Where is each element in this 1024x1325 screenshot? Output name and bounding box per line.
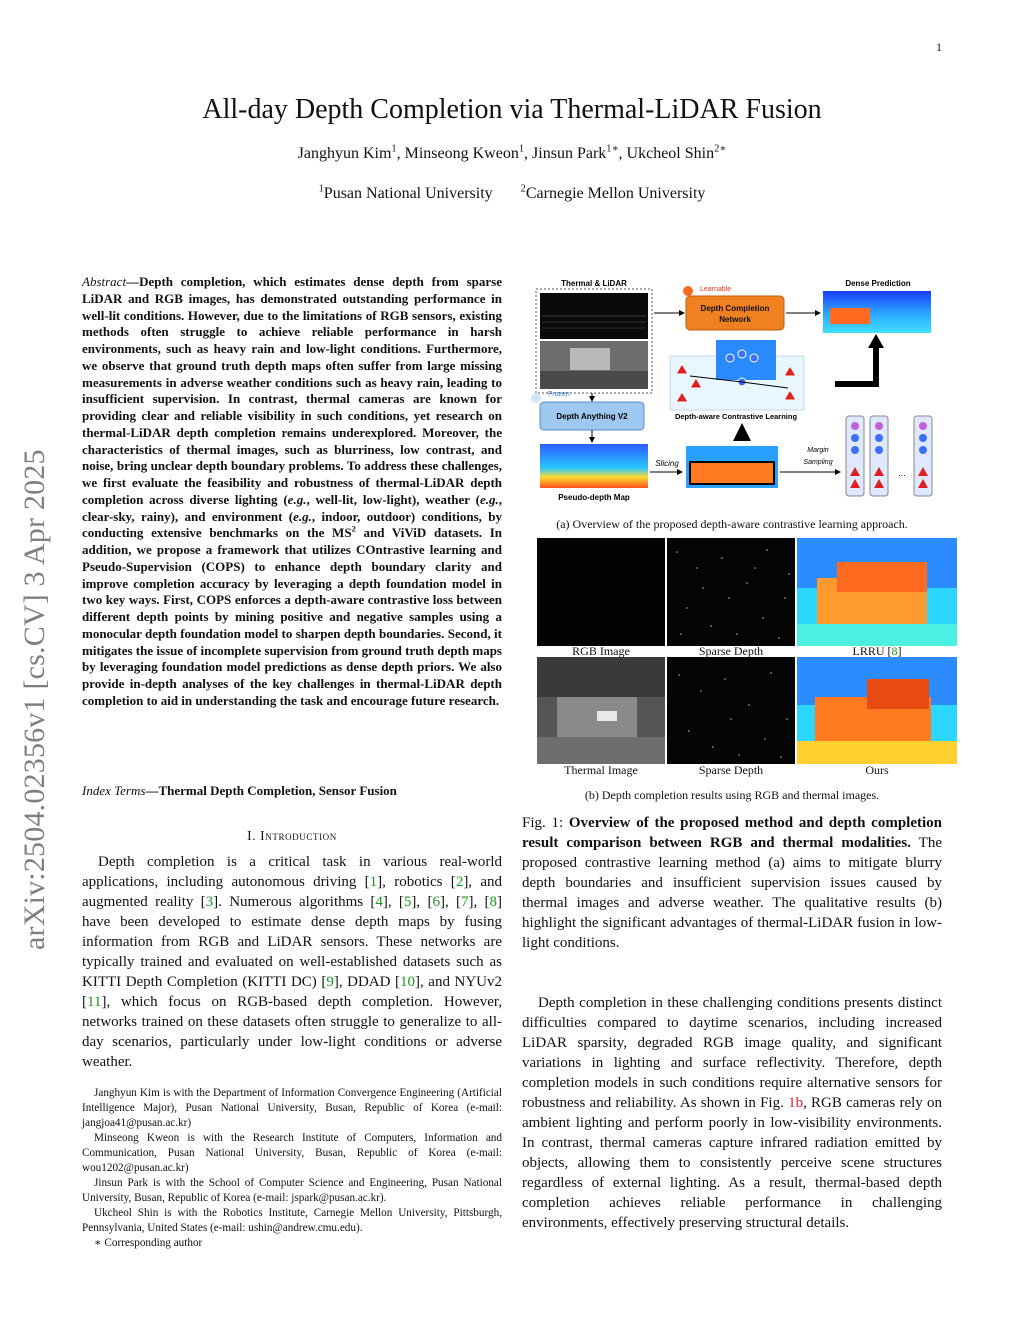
citation-link[interactable]: 10 <box>400 974 416 990</box>
label-margin: Margin <box>807 447 829 454</box>
index-terms-lead: Index Terms <box>82 783 146 798</box>
paper-title: All-day Depth Completion via Thermal-LiDAR Fusion <box>202 94 822 125</box>
section-number: I. <box>247 828 257 843</box>
affil-mark: 1 <box>318 183 324 195</box>
sparse-depth-image <box>667 538 795 646</box>
section-heading <box>82 828 502 844</box>
rgb-image <box>537 538 665 646</box>
text: , RGB cameras rely on ambient lighting and perform poorly in low-visibility environments. In contrast, thermal cameras capture infrared radiation emitted by objects, allowing them to consistently perceive scene structures regardless of external lighting. As a result, thermal-based depth completion achieves reliable performance in challenging environments, effectively preserving structural details. <box>522 1095 942 1231</box>
svg-text:Depth Completion: Depth Completion <box>700 304 770 313</box>
label-thermal-lidar: Thermal & LiDAR <box>561 279 627 288</box>
index-terms-dash: — <box>145 783 159 798</box>
figure-caption-bold: Overview of the proposed method and depth completion result comparison between RGB and thermal modalities. <box>522 815 942 851</box>
footnote: Jinsun Park is with the School of Computer Science and Engineering, Pusan National University, Busan, Republic of Korea (e-mail: jspark@pusan.ac.kr). <box>82 1177 502 1204</box>
index-terms <box>82 783 502 800</box>
citation-link[interactable]: 9 <box>326 974 334 990</box>
label-thermal-image: Thermal Image <box>564 763 638 777</box>
label-sparse-depth: Sparse Depth <box>698 644 764 658</box>
citation-link[interactable]: 3 <box>205 894 214 910</box>
abstract-eg: e.g. <box>287 491 307 507</box>
author-name: Minseong Kweon <box>404 145 519 162</box>
abstract-text: , well-lit, low-light), weather ( <box>306 491 480 507</box>
abstract-dash: — <box>126 274 140 289</box>
abstract-text: , clear-sky, rainy), and environment ( <box>82 491 502 524</box>
figure-caption-text: The proposed contrastive learning method (a) aims to mitigate blurry depth boundaries and insufficient supervision issues caused by thermal images and adverse weather. The qualitative results (b) highlight the significant advantages of thermal-LiDAR fusion in low-light conditions. <box>522 835 942 951</box>
citation-link[interactable]: 7 <box>460 894 469 910</box>
label-rgb-image: RGB Image <box>572 644 630 658</box>
figure-ref-link[interactable]: 1b <box>788 1095 804 1111</box>
footnote: Minseong Kweon is with the Research Institute of Computers, Information and Communication, Pusan National University, Busan, Republic of Korea (e-mail: wou1202@pusan.ac.kr) <box>82 1132 502 1174</box>
affil-name: Carnegie Mellon University <box>525 185 706 202</box>
figure-a-caption: (a) Overview of the proposed depth-aware contrastive learning approach. <box>556 517 908 531</box>
abstract-eg: e.g. <box>293 508 312 524</box>
text: Depth completion in these challenging conditions presents distinct difficulties compared to daytime scenarios, including increased LiDAR sparsity, degraded RGB image quality, and significant variations in lighting and surface reflectivity. Therefore, depth completion models in such conditions require alternative sensors for robustness and reliability. As shown in Fig. <box>522 995 942 1111</box>
affil-mark: 2 <box>520 183 526 195</box>
label-lrru <box>813 644 941 659</box>
snowflake-icon <box>531 393 541 403</box>
text: ], [ <box>468 894 490 910</box>
affiliation-2 <box>521 185 706 202</box>
author-affil-mark: 1 <box>391 143 397 155</box>
text: ], and augmented reality [ <box>82 874 502 910</box>
author-name: Janghyun Kim <box>297 145 392 162</box>
abstract <box>82 274 502 710</box>
pseudo-depth-image <box>540 444 648 488</box>
depth-completion-network-box <box>686 296 784 330</box>
sparse-depth-image <box>667 657 795 764</box>
abstract-eg: e.g. <box>479 491 499 507</box>
text: ], [ <box>439 894 461 910</box>
author-affil-mark: 1∗ <box>606 143 619 155</box>
footnote: ∗ Corresponding author <box>94 1237 203 1249</box>
citation-link[interactable]: 6 <box>432 894 440 910</box>
text: ], which focus on RGB-based depth completion. However, networks trained on these datasets often struggle to generalize to all-day scenarios, particularly under low-light conditions or adverse weather. <box>82 994 502 1070</box>
citation-link[interactable]: 11 <box>87 994 102 1010</box>
citation-link[interactable]: 2 <box>455 874 464 890</box>
footnote: Janghyun Kim is with the Department of Information Convergence Engineering (Artificial Intelligence Major), Pusan National University, Busan, Republic of Korea (e-mail: jangjoa41@pusan.ac.kr) <box>82 1087 502 1129</box>
text: ], [ <box>382 894 404 910</box>
author-affil-mark: 2∗ <box>714 143 727 155</box>
label-ours: Ours <box>865 763 889 777</box>
author-list: Janghyun Kim$^1$, Minseong Kweon$^1$, Jinsun Park$^{1∗}$, Ukcheol Shin$^{2∗}$ <box>297 143 727 162</box>
abstract-text: , indoor, outdoor) conditions, by conducting extensive benchmarks on the MS <box>82 508 503 541</box>
abstract-sup: 2 <box>351 523 356 534</box>
abstract-lead: Abstract <box>82 274 127 289</box>
citation-link[interactable]: 8 <box>489 894 498 910</box>
flame-icon <box>683 286 693 296</box>
citation-link[interactable]: 8 <box>891 644 898 658</box>
footnote: Ukcheol Shin is with the Robotics Institute, Carnegie Mellon University, Pittsburgh, Pennsylvania, United States (e-mail: ushin@andrew.cmu.edu). <box>82 1207 502 1234</box>
sample-columns <box>846 416 932 496</box>
ellipsis-text: ... <box>898 468 906 478</box>
ours-result-image <box>797 657 957 764</box>
author-name: Jinsun Park <box>532 145 607 162</box>
text: ], DDAD [ <box>333 974 401 990</box>
author-name: Ukcheol Shin <box>626 145 715 162</box>
affiliation-1 <box>319 185 493 202</box>
figure-b-caption: (b) Depth completion results using RGB and thermal images. <box>584 788 880 802</box>
figure-label: Fig. 1: <box>522 815 569 831</box>
section-title: Introduction <box>260 828 337 843</box>
lrru-result-image <box>797 538 957 646</box>
label-lrru-end: ] <box>897 644 902 658</box>
label-lrru-text: LRRU [ <box>852 644 892 658</box>
label-frozen: Frozen <box>548 391 570 398</box>
label-depth-aware: Depth-aware Contrastive Learning <box>674 412 798 421</box>
citation-link[interactable]: 1 <box>369 874 378 890</box>
index-terms-text: Thermal Depth Completion, Sensor Fusion <box>158 783 397 798</box>
text: ], robotics [ <box>377 874 456 890</box>
text: ], [ <box>411 894 433 910</box>
right-paragraph <box>522 993 942 1233</box>
arxiv-stamp: arXiv:2504.02356v1 [cs.CV] 3 Apr 2025 <box>18 449 51 950</box>
citation-link[interactable]: 4 <box>375 894 383 910</box>
label-sparse-depth: Sparse Depth <box>698 763 764 777</box>
label-slicing: Slicing <box>655 459 679 468</box>
text: ]. Numerous algorithms [ <box>213 894 376 910</box>
svg-text:Network: Network <box>719 315 751 324</box>
author-affil-mark: 1 <box>518 143 525 155</box>
abstract-text: and ViViD datasets. In addition, we propose a framework that utilizes COntrastive learning and Pseudo-Supervision (COPS) to enhance depth boundary clarity and improve completion accuracy by leveraging a depth foundation model in two key ways. First, COPS enforces a depth-aware contrastive loss between different depth points by mining positive and negative samples using a monocular depth foundation model to sharpen depth boundaries. Second, it mitigates the issue of incomplete supervision from ground truth depth maps by leveraging foundation model predictions as dense depth priors. We also provide in-depth analyses of the key challenges in thermal-LiDAR depth completion to aid in understanding the task and encourage future research. <box>82 525 502 708</box>
abstract-text: Depth completion, which estimates dense depth from sparse LiDAR and RGB images, has demonstrated outstanding performance in well-lit conditions. However, due to the limitations of RGB sensors, existing methods often struggle to achieve reliable performance in harsh environments, such as heavy rain and low-light conditions. Furthermore, we observe that ground truth depth maps often suffer from large missing measurements in adverse weather conditions such as heavy rain, leading to insufficient supervision. In contrast, thermal cameras are known for providing clear and reliable visibility in such conditions, yet research on thermal-LiDAR depth completion remains underexplored. Moreover, the characteristics of thermal images, such as blurriness, low contrast, and noise, bring unclear depth boundary problems. To address these challenges, we first evaluate the feasibility and robustness of thermal-LiDAR depth completion across diverse lighting ( <box>82 274 502 507</box>
label-learnable: Learnable <box>700 286 732 293</box>
intro-paragraph <box>82 852 502 1072</box>
label-pseudo-depth: Pseudo-depth Map <box>558 493 630 502</box>
footnotes <box>82 1086 502 1251</box>
thermal-image <box>537 657 665 764</box>
citation-link[interactable]: 5 <box>403 894 412 910</box>
label-dense-prediction: Dense Prediction <box>845 279 911 288</box>
label-sampling: Sampling <box>803 459 833 466</box>
method-overview-diagram <box>530 276 938 508</box>
figure-caption <box>522 813 942 953</box>
text: ], and NYUv2 [ <box>82 974 503 1010</box>
text: ] have been developed to estimate dense depth maps by fusing information from RGB and LiDAR sensors. These networks are typically trained and evaluated on well-established datasets such as KITTI Depth Completion (KITTI DC) [ <box>82 894 503 990</box>
affiliation-list <box>0 185 1024 203</box>
affil-name: Pusan National University <box>323 185 493 202</box>
label-depth-anything: Depth Anything V2 <box>556 412 628 421</box>
page-number: 1 <box>936 40 942 54</box>
text: Depth completion is a critical task in various real-world applications, including autonomous driving [ <box>82 854 502 890</box>
